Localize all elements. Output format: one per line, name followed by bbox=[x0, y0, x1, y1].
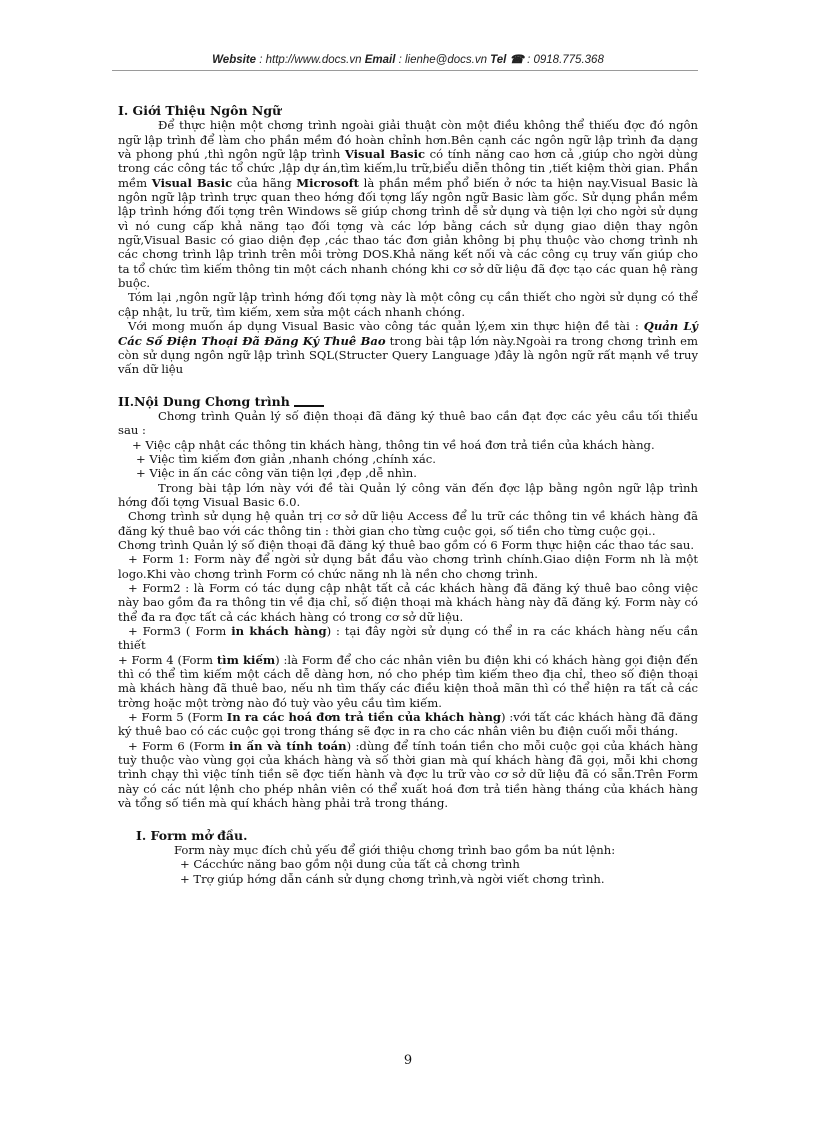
page-number: 9 bbox=[403, 1053, 413, 1068]
text-run: là phần mềm phổ biến ở nớc ta hiện nay.Visual Basic là ngôn ngữ lập trình trực quan theo hớng đối tợng lấy ngôn ngữ Basic làm gốc. Sử dụng phần mềm lập trình hớng đối tợng trên Windows sẽ giúp chơng trình dễ sử dụng và tiện lợi cho ngời sử dụng vì nó cung cấp khả năng tạo đối tợng và các lớp bằng cách sử dụng giao diện thay ngôn ngữ,Visual Basic có giao diện đẹp ,các thao tác đơn giản không bị phụ thuộc vào chơng trình nh các chơng trình lập trình trên môi trờng DOS.Khả năng kết nối và các công cụ truy vấn giúp cho ta tổ chức tìm kiếm thông tin một cách nhanh chóng khi cơ sở dữ liệu đã đợc tạo các quan hệ ràng buộc. bbox=[118, 175, 698, 291]
form-item-2: + Form2 : là Form có tác dụng cập nhật tất cả các khách hàng đã đăng ký thuê bao công việc này bao gồm đa ra thông tin về địa chỉ, số điện thoại mà khách hàng này đã đăng ký. Form này có thể đa ra đợc tất cả các khách hàng có trong cơ sở dữ liệu. bbox=[118, 581, 698, 624]
bold-term: Microsoft bbox=[296, 175, 360, 190]
spacer bbox=[118, 377, 698, 395]
email-label: Email bbox=[364, 54, 396, 66]
form-item-3 bbox=[118, 624, 698, 653]
bold-term: In ra các hoá đơn trả tiền của khách hàng bbox=[226, 710, 501, 725]
intro-paragraph-2: Tóm lại ,ngôn ngữ lập trình hớng đối tợng này là một công cụ cần thiết cho ngời sử dụng có thể cập nhật, lu trữ, tìm kiếm, xem sửa một cách nhanh chóng. bbox=[118, 290, 698, 319]
website-label: Website bbox=[212, 54, 257, 66]
content-paragraph-1: Chơng trình Quản lý số điện thoại đã đăng ký thuê bao cần đạt đợc các yêu cầu tối thiểu sau : bbox=[118, 408, 698, 438]
phone-icon: ☎ bbox=[509, 54, 524, 66]
project-title: Quản Lý Các Số Điện Thoại Đã Đăng Ký Thuê Bao bbox=[118, 319, 698, 348]
list-item: + Việc in ấn các công văn tiện lợi ,đẹp ,dễ nhìn. bbox=[136, 466, 417, 481]
text-run: ) :là Form để cho các nhân viên bu điện khi có khách hàng gọi điện đến thì có thể tìm kiếm một cách dễ dàng hơn, nó cho phép tìm kiếm theo địa chỉ, theo số điện thoại mà khách hàng đã thuê bao, nếu nh tìm thấy các điều kiện thoả mãn thì có thể hiện ra tất cả các trờng hoặc một trờng nào đó tuỳ vào yêu cầu tìm kiếm. bbox=[118, 652, 698, 710]
intro-paragraph-1 bbox=[118, 118, 698, 290]
text-run: Với mong muốn áp dụng Visual Basic vào công tác quản lý,em xin thực hiện đề tài : bbox=[128, 319, 644, 334]
bold-term: Visual Basic bbox=[151, 175, 233, 190]
form-item-1: + Form 1: Form này để ngời sử dụng bắt đầu vào chơng trình chính.Giao diện Form nh là một logo.Khi vào chơng trình Form có chức năng nh là nền cho chơng trình. bbox=[118, 552, 698, 581]
header-divider bbox=[112, 70, 698, 71]
text-run: có tính năng cao hơn cả ,giúp cho ngời dùng trong các công tác tổ chức ,lập dự án,tìm kiếm,lu trữ,biểu diễn thông tin ,tiết kiệm thời gian. Phần mềm bbox=[118, 147, 698, 190]
website-value: : http://www.docs.vn bbox=[256, 54, 365, 66]
text-run: ) :với tất các khách hàng đã đăng ký thuê bao có các cuộc gọi trong tháng sẽ đợc in ra cho các nhân viên bu điện cuối mỗi tháng. bbox=[118, 710, 698, 739]
list-item: + Việc tìm kiếm đơn giản ,nhanh chóng ,chính xác. bbox=[136, 451, 436, 466]
list-item: + Cácchức năng bao gồm nội dung của tất cả chơng trình bbox=[180, 857, 520, 872]
text-run: + Form 5 (Form bbox=[128, 710, 227, 725]
content-paragraph-3: Chơng trình sử dụng hệ quản trị cơ sở dữ liệu Access để lu trữ các thông tin về khách hàng đã đăng ký thuê bao với các thông tin : thời gian cho từng cuộc gọi, số tiền cho từng cuộc gọi.. bbox=[118, 509, 698, 538]
tel-label: Tel bbox=[490, 54, 507, 66]
content-paragraph-4: Chơng trình Quản lý số điện thoại đã đăng ký thuê bao gồm có 6 Form thực hiện các thao tác sau. bbox=[118, 537, 695, 552]
bold-term: tìm kiếm bbox=[216, 652, 276, 667]
text-run: ) : tại đây ngời sử dụng có thể in ra các khách hàng nếu cần thiết bbox=[118, 624, 698, 653]
bold-term: in khách hàng bbox=[231, 624, 327, 639]
list-item: + Việc cập nhật các thông tin khách hàng, thông tin về hoá đơn trả tiền của khách hàng. bbox=[132, 437, 655, 452]
text-run: + Form3 ( Form bbox=[128, 624, 232, 639]
underline-mark bbox=[294, 397, 324, 407]
section-title-intro: I. Giới Thiệu Ngôn Ngữ bbox=[118, 103, 282, 118]
content-paragraph-2: Trong bài tập lớn này với đề tài Quản lý công văn đến đợc lập bằng ngôn ngữ lập trình hớng đối tợng Visual Basic 6.0. bbox=[118, 480, 698, 509]
title-text: II.Nội Dung Chơng trình bbox=[118, 393, 290, 409]
bold-term: in ấn và tính toán bbox=[229, 738, 347, 753]
spacer bbox=[118, 811, 698, 829]
text-run: của hãng bbox=[232, 175, 297, 190]
bold-term: Visual Basic bbox=[344, 147, 426, 162]
text-run: trong bài tập lớn này.Ngoài ra trong chơng trình em còn sử dụng ngôn ngữ lập trình SQL(Structer Query Language )đây là ngôn ngữ rất mạnh về truy vấn dữ liệu bbox=[118, 333, 698, 377]
form-item-6 bbox=[118, 739, 698, 811]
section-title-form: I. Form mở đầu. bbox=[136, 827, 248, 843]
form-item-4 bbox=[118, 653, 698, 710]
section-title-content bbox=[118, 395, 698, 409]
tel-value: : 0918.775.368 bbox=[523, 54, 604, 66]
page-header bbox=[0, 52, 816, 66]
text-run: + Form 4 (Form bbox=[118, 652, 217, 667]
text-run: ) :dùng để tính toán tiền cho mỗi cuộc gọi của khách hàng tuỳ thuộc vào vùng gọi của khách hàng và số thời gian mà quí khách hàng đã gọi, mỗi khi chơng trình chạy thì việc tính tiền sẽ đợc tiến hành và đợc lu trữ vào cơ sở dữ liệu đã có sẵn.Trên Form này có các nút lệnh cho phép nhân viên có thể xuất hoá đơn trả tiền hàng tháng của khách hàng và tổng số tiền mà quí khách hàng phải trả trong tháng. bbox=[118, 738, 698, 811]
list-item: + Trợ giúp hớng dẫn cánh sử dụng chơng trình,và ngời viết chơng trình. bbox=[180, 871, 605, 886]
form-paragraph: Form này mục đích chủ yếu để giới thiệu chơng trình bao gồm ba nút lệnh: bbox=[174, 842, 616, 857]
form-item-5 bbox=[118, 710, 698, 739]
text-run: + Form 6 (Form bbox=[128, 738, 229, 753]
intro-paragraph-3 bbox=[118, 319, 698, 376]
email-value: : lienhe@docs.vn bbox=[395, 54, 491, 66]
document-body bbox=[118, 104, 698, 886]
text-run: Để thực hiện một chơng trình ngoài giải thuật còn một điều không thể thiếu đợc đó ngôn ngữ lập trình để làm cho phần mềm đó hoàn chỉnh hơn.Bên cạnh các ngôn ngữ lập trình đa dạng và phong phú ,thì ngôn ngữ lập trình bbox=[118, 118, 698, 162]
